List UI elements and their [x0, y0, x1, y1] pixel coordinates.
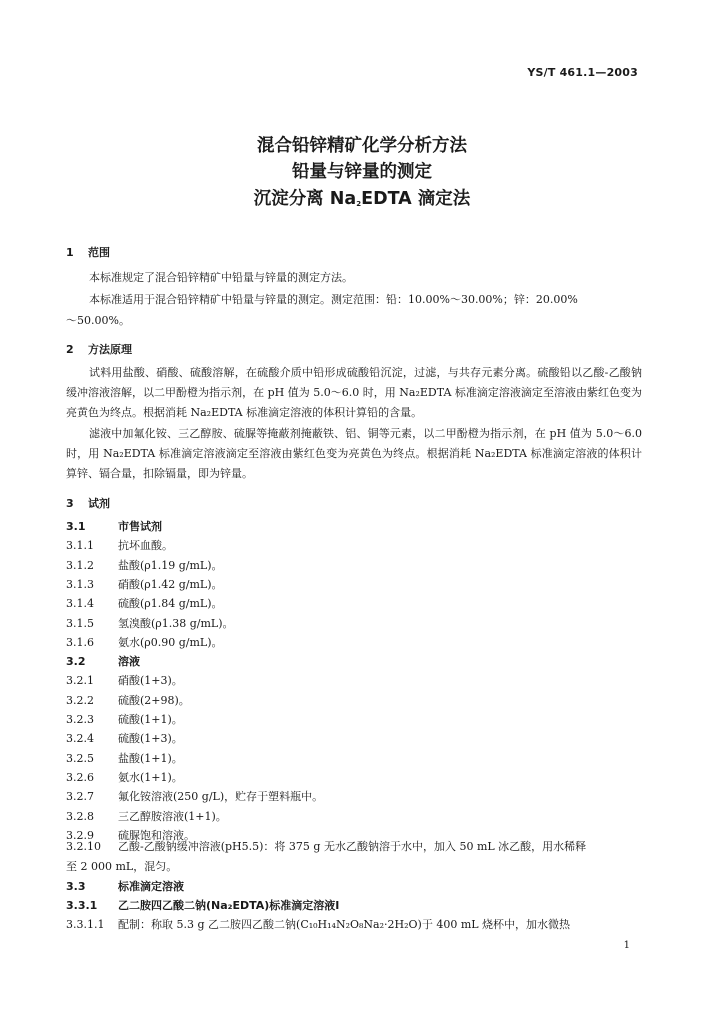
- item-number: 3.3: [66, 880, 86, 893]
- item-number: 3.2.1: [66, 674, 94, 688]
- section-2-heading: 2 方法原理: [66, 343, 132, 356]
- list-item-3-2-5: [66, 750, 642, 766]
- list-item-3-1: [66, 518, 642, 534]
- item-number: 3.3.1.1: [66, 918, 105, 931]
- title-line-2: 铅量与锌量的测定: [292, 162, 432, 182]
- item-number: 3.1.6: [66, 635, 94, 649]
- list-item-3-1-2: [66, 557, 642, 573]
- list-item-3-2-1: [66, 672, 642, 688]
- item-text: 氟化铵溶液(250 g/L)，贮存于塑料瓶中。: [118, 790, 324, 804]
- page-number: 1: [623, 940, 630, 951]
- title-line-1: 混合铅锌精矿化学分析方法: [257, 136, 467, 156]
- section-1-para-1: 本标准规定了混合铅锌精矿中铅量与锌量的测定方法。: [89, 271, 353, 284]
- item-text: 三乙醇胺溶液(1+1)。: [118, 809, 227, 823]
- item-text: 氨水(ρ0.90 g/mL)。: [118, 635, 223, 649]
- list-item-3-2-3: [66, 711, 642, 727]
- section-3-heading: 3 试剂: [66, 497, 110, 510]
- item-number: 3.1.3: [66, 577, 94, 591]
- item-number: 3.2.5: [66, 751, 94, 765]
- item-text: 市售试剂: [118, 520, 162, 533]
- item-number: 3.1.2: [66, 558, 94, 572]
- item-text: 硫酸(1+1)。: [118, 713, 183, 726]
- list-item-3-2-2: [66, 692, 642, 708]
- item-number: 3.2.7: [66, 790, 94, 804]
- item-number: 3.2.2: [66, 693, 94, 707]
- item-number: 3.2.3: [66, 713, 94, 726]
- list-item-3-1-6: [66, 634, 642, 650]
- item-text: 硝酸(1+3)。: [118, 674, 183, 688]
- section-2-para-1: 试料用盐酸、硝酸、硫酸溶解，在硫酸介质中铅形成硫酸铅沉淀，过滤，与共存元素分离。硫酸铅以乙酸-乙酸钠缓冲溶液溶解，以二甲酚橙为指示剂，在 pH 值为 5.0～6.0 时，用 Na₂EDTA 标准滴定溶液滴定至溶液由紫红色变为亮黄色为终点。根据消耗 Na₂EDTA 标准滴定溶液的体积计算铅的含量。: [66, 366, 642, 419]
- item-text: 硝酸(ρ1.42 g/mL)。: [118, 577, 223, 591]
- item-number: 3.1: [66, 520, 86, 533]
- standard-code: YS/T 461.1—2003: [527, 66, 638, 79]
- list-item-3-2-4: [66, 730, 642, 746]
- item-text: 配制：称取 5.3 g 乙二胺四乙酸二钠(C₁₀H₁₄N₂O₈Na₂·2H₂O)于 400 mL 烧杯中，加水微热: [118, 918, 571, 931]
- item-number: 3.1.5: [66, 616, 94, 630]
- item-text: 氢溴酸(ρ1.38 g/mL)。: [118, 616, 234, 630]
- section-1-para-2-cont: ～50.00%。: [66, 314, 130, 327]
- list-item-3-1-4: [66, 595, 642, 611]
- item-text: 乙二胺四乙酸二钠(Na₂EDTA)标准滴定溶液Ⅰ: [118, 899, 340, 912]
- item-text: 盐酸(1+1)。: [118, 751, 183, 765]
- item-text: 标准滴定溶液: [118, 880, 184, 893]
- list-item-3-2-7: [66, 788, 642, 804]
- section-1-heading: 1 范围: [66, 246, 110, 259]
- list-item-3-3: [66, 878, 642, 894]
- item-number: 3.2: [66, 655, 86, 669]
- item-text: 硫酸(1+3)。: [118, 732, 183, 746]
- item-text: 抗坏血酸。: [118, 539, 173, 553]
- list-item-3-2: [66, 653, 642, 669]
- item-number: 3.1.4: [66, 597, 94, 611]
- list-item-3-1-3: [66, 576, 642, 592]
- section-1-para-2: 本标准适用于混合铅锌精矿中铅量与锌量的测定。测定范围：铅：10.00%～30.00%；锌：20.00%: [89, 293, 578, 306]
- list-item-3-2-6: [66, 769, 642, 785]
- item-number: 3.2.6: [66, 770, 94, 784]
- list-item-3-2-10: 3.2.10 乙酸-乙酸钠缓冲溶液(pH5.5)：将 375 g 无水乙酸钠溶于水中，加入 50 mL 冰乙酸，用水稀释: [66, 840, 587, 853]
- list-item-3-3-1: [66, 897, 642, 913]
- item-text: 硫酸(ρ1.84 g/mL)。: [118, 597, 223, 611]
- item-number: 3.2.9: [66, 828, 94, 842]
- item-text: 氨水(1+1)。: [118, 770, 183, 784]
- item-number: 3.2.4: [66, 732, 94, 746]
- item-text: 溶液: [118, 655, 140, 669]
- list-item-3-1-1: [66, 537, 642, 553]
- item-number: 3.3.1: [66, 899, 98, 912]
- item-number: 3.2.8: [66, 809, 94, 823]
- item-number: 3.1.1: [66, 539, 94, 553]
- list-item-3-1-5: [66, 615, 642, 631]
- title-line-3: 沉淀分离 $Na_2EDTA$ 滴定法: [253, 189, 471, 209]
- item-text: 硫脲饱和溶液。: [118, 828, 195, 842]
- item-text: 硫酸(2+98)。: [118, 693, 190, 707]
- list-item-3-2-8: [66, 808, 642, 824]
- list-item-3-2-10-cont: 至 2 000 mL，混匀。: [66, 860, 178, 873]
- section-2-para-2: 滤液中加氟化铵、三乙醇胺、硫脲等掩蔽剂掩蔽铁、铝、铜等元素，以二甲酚橙为指示剂，在 pH 值为 5.0～6.0 时，用 Na₂EDTA 标准滴定溶液滴定至溶液由紫红色变为亮黄色为终点。根据消耗 Na₂EDTA 标准滴定溶液的体积计算锌、镉合量，扣除镉量，即为锌量。: [66, 427, 642, 480]
- list-item-3-3-1-1: [66, 916, 642, 932]
- item-text: 盐酸(ρ1.19 g/mL)。: [118, 558, 223, 572]
